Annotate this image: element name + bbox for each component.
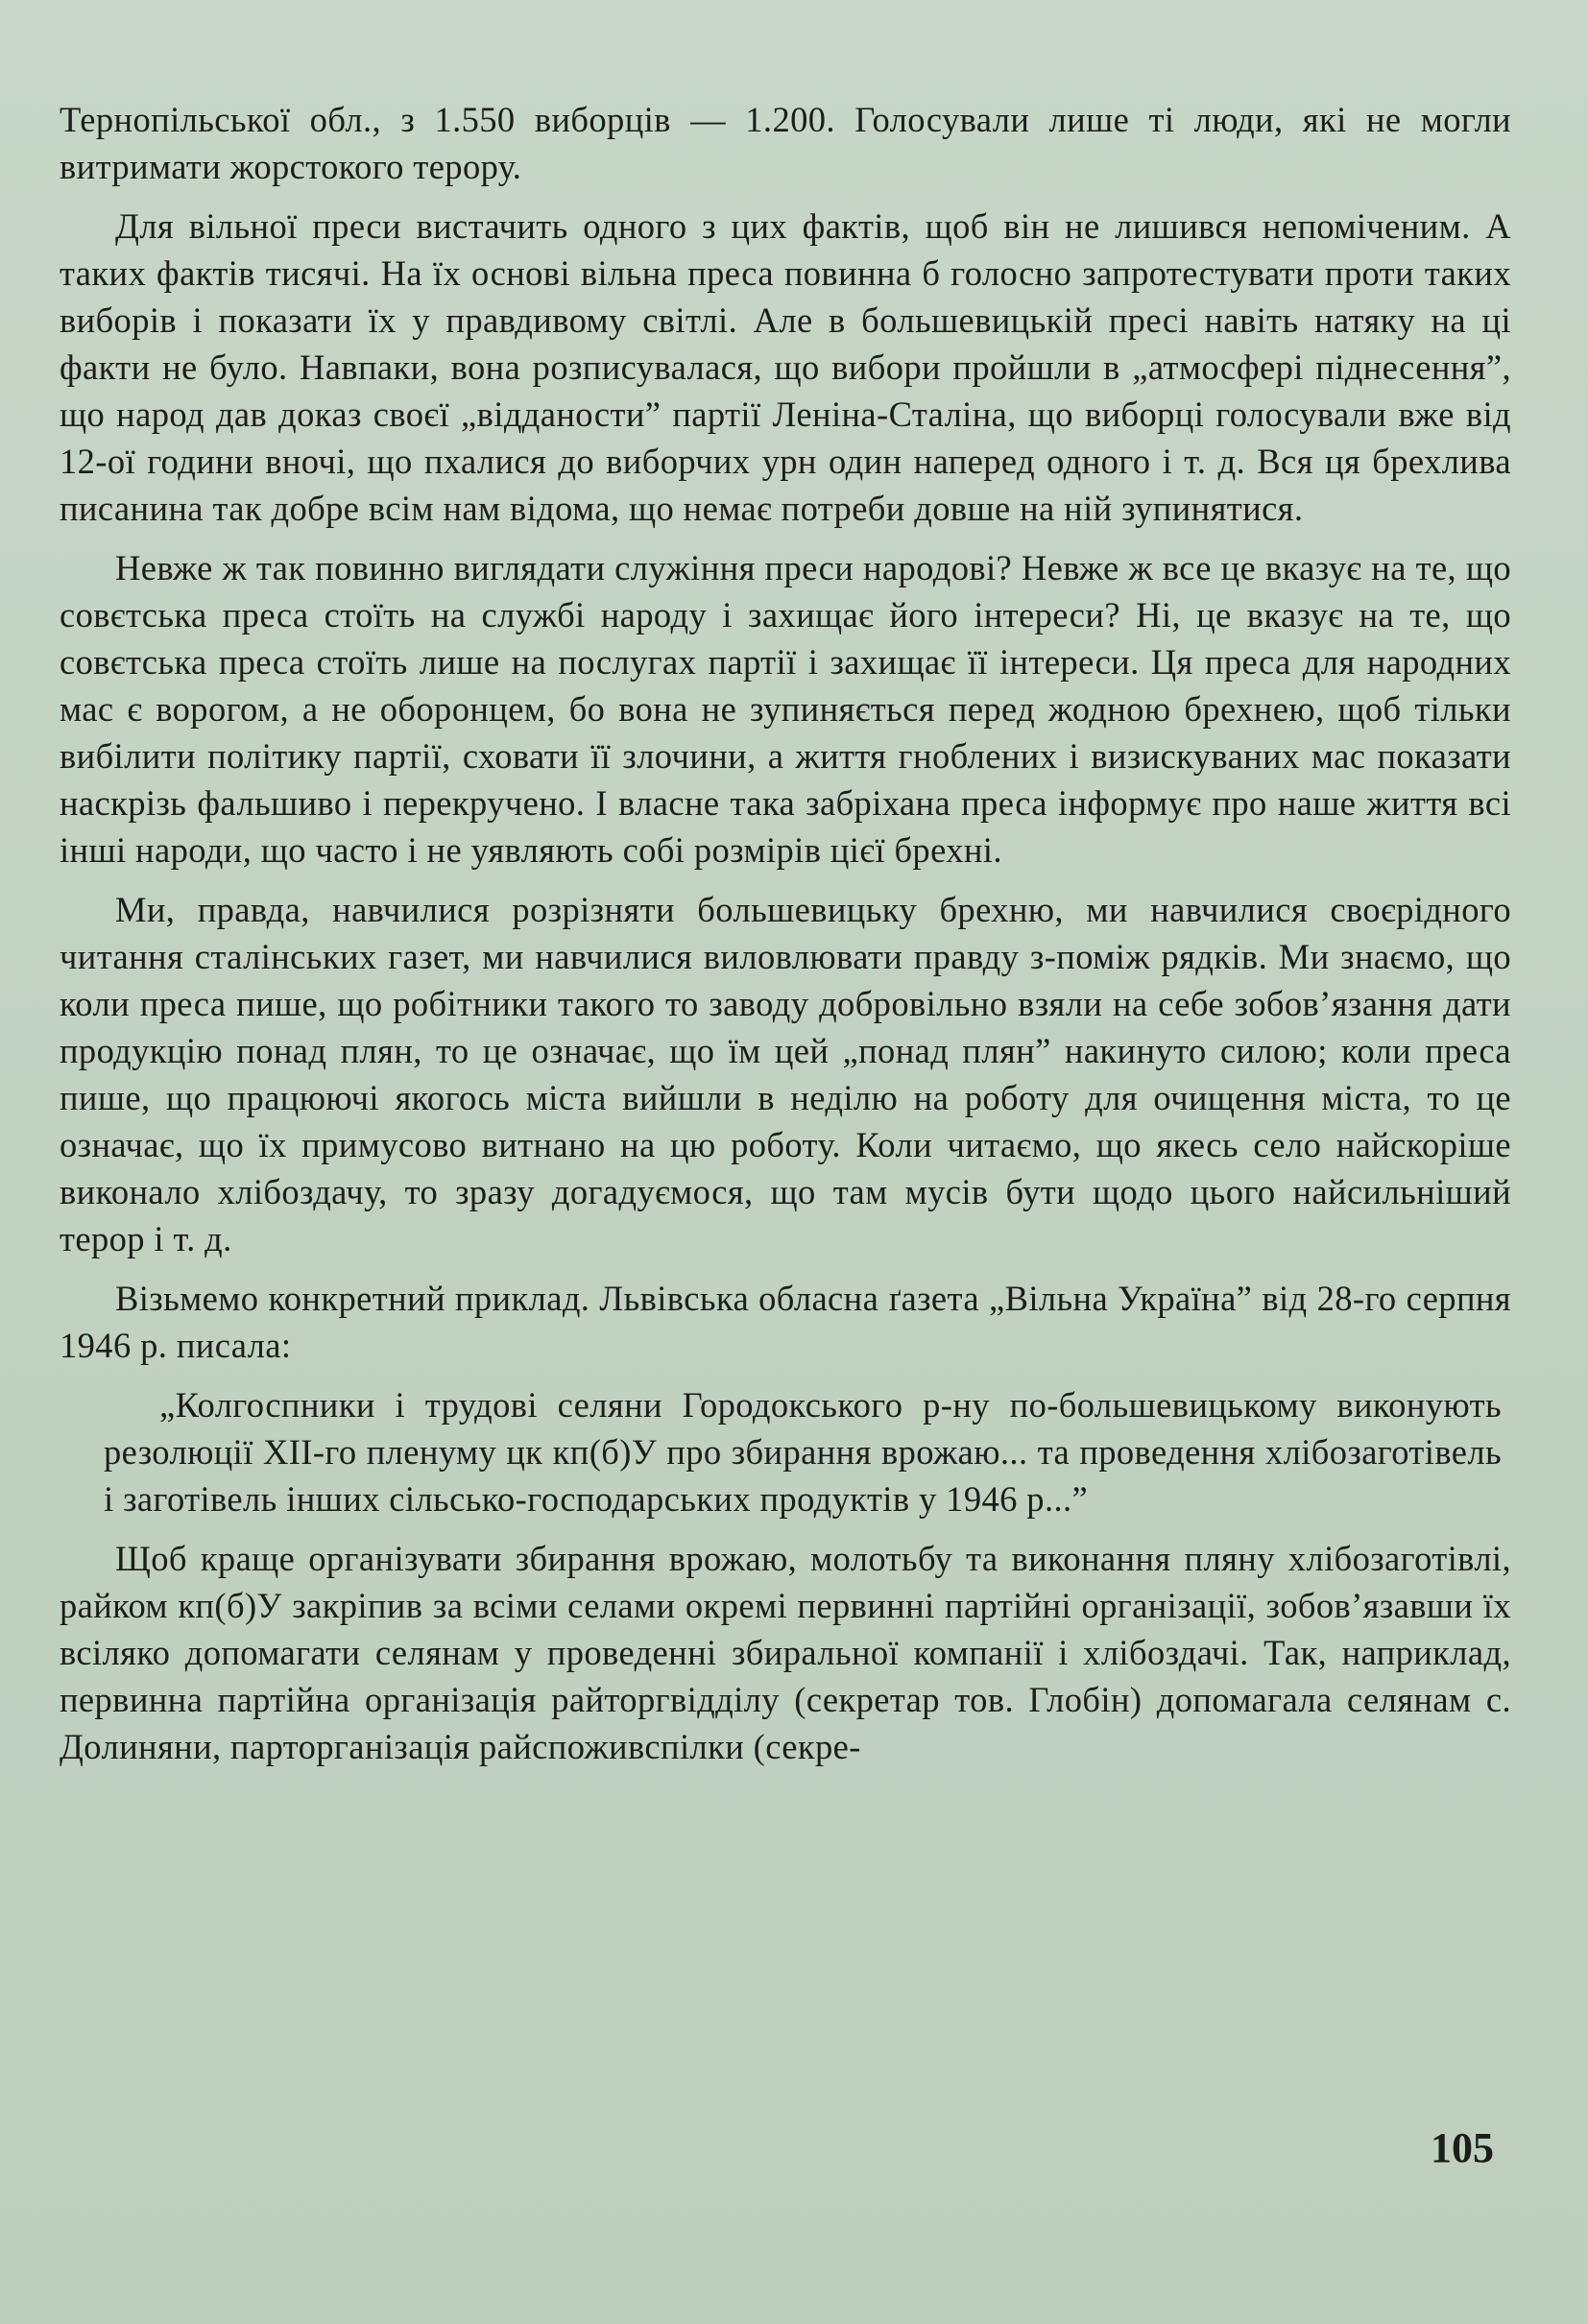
paragraph-3: Невже ж так повинно виглядати служіння преси народові? Невже ж все це вказує на те, що совєтська преса стоїть на службі народу і захищає його інтереси? Ні, це вказує на те, що совєтська преса стоїть лише на послугах партії і захищає її інтереси. Ця преса для народних мас є ворогом, а не оборонцем, бо вона не зупиняється перед жодною брехнею, щоб тільки вибілити політику партії, сховати її злочини, а життя гноблених і визискуваних мас показати наскрізь фальшиво і перекручено. І власне така забріхана преса інформує про наше життя всі інші народи, що часто і не уявляють собі розмірів цієї брехні. xyxy=(60,548,1511,870)
page-text xyxy=(60,96,1511,1770)
paragraph-4: Ми, правда, навчилися розрізняти большевицьку брехню, ми навчилися своєрідного читання сталінських газет, ми навчилися виловлювати правду з-поміж рядків. Ми знаємо, що коли преса пише, що робітники такого то заводу добровільно взяли на себе зобов’язання дати продукцію понад плян, то це означає, що їм цей „понад плян” накинуто силою; коли преса пише, що працюючі якогось міста вийшли в неділю на роботу для очищення міста, то це означає, що їх примусово витнано на цю роботу. Коли читаємо, що якесь село найскоріше виконало хлібоздачу, то зразу догадуємося, що там мусів бути щодо цього найсильніший терор і т. д. xyxy=(60,890,1511,1258)
paragraph-6: Щоб краще організувати збирання врожаю, молотьбу та виконання пляну хлібозаготівлі, райком кп(б)У закріпив за всіми селами окремі первинні партійні організації, зобов’язавши їх всіляко допомагати селянам у проведенні збиральної компанії і хлібоздачі. Так, наприклад, первинна партійна організація райторгвідділу (секретар тов. Глобін) допомагала селянам с. Долиняни, парторганізація райспоживспілки (секре- xyxy=(60,1539,1511,1766)
paragraph-1: Тернопільської обл., з 1.550 виборців — 1.200. Голосували лише ті люди, які не могли витримати жорстокого терору. xyxy=(60,100,1511,186)
page-number: 105 xyxy=(1431,2124,1494,2171)
block-quote: „Колгоспники і трудові селяни Городокського р-ну по-большевицькому виконують резолюції XII-го пленуму цк кп(б)У про збирання врожаю... та проведення хлібозаготівель і заготівель інших сільсько-господарських продуктів у 1946 р...” xyxy=(104,1385,1502,1519)
paragraph-2: Для вільної преси вистачить одного з цих фактів, щоб він не лишився непоміченим. А таких фактів тисячі. На їх основі вільна преса повинна б голосно запротестувати проти таких виборів і показати їх у правдивому світлі. Але в большевицькій пресі навіть натяку на ці факти не було. Навпаки, вона розписувалася, що вибори пройшли в „атмосфері піднесення”, що народ дав доказ своєї „відданости” партії Леніна-Сталіна, що виборці голосували вже від 12-ої години вночі, що пхалися до виборчих урн один наперед одного і т. д. Вся ця брехлива писанина так добре всім нам відома, що немає потреби довше на ній зупинятися. xyxy=(60,206,1511,528)
paragraph-5: Візьмемо конкретний приклад. Львівська обласна ґазета „Вільна Україна” від 28-го серпня 1946 р. писала: xyxy=(60,1279,1511,1365)
